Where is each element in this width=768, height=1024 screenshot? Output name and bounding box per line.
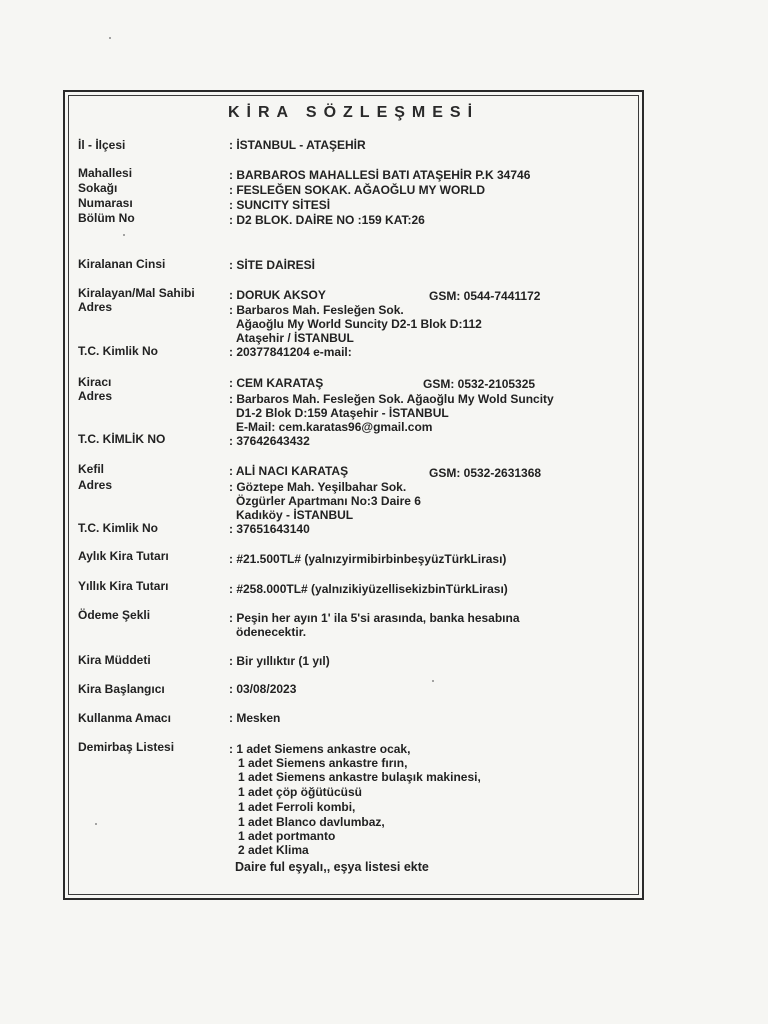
document-title: KİRA SÖZLEŞMESİ <box>227 104 480 121</box>
demirbas-item-6: 1 adet Blanco davlumbaz, <box>238 815 385 829</box>
il-ilce-value: : İSTANBUL - ATAŞEHİR <box>229 138 366 152</box>
kefil-adres-line-2: Özgürler Apartmanı No:3 Daire 6 <box>236 494 421 508</box>
demirbas-note: Daire ful eşyalı,, eşya listesi ekte <box>235 860 429 874</box>
kiraci-label: Kiracı <box>78 375 112 389</box>
kiraci-tc-value: : 37642643432 <box>229 434 310 448</box>
demirbas-item-2: 1 adet Siemens ankastre fırın, <box>238 756 408 770</box>
kullanma-amaci-value: : Mesken <box>229 711 281 725</box>
kefil-adres-line-3: Kadıköy - İSTANBUL <box>236 508 354 522</box>
numarasi-value: : SUNCITY SİTESİ <box>229 198 331 212</box>
odeme-sekli-line-2: ödenecektir. <box>236 625 307 639</box>
scan-speck <box>95 823 97 825</box>
il-ilce-label: İl - İlçesi <box>78 138 126 152</box>
yillik-kira-label: Yıllık Kira Tutarı <box>78 579 169 593</box>
kiraci-tc-label: T.C. KİMLİK NO <box>78 432 166 446</box>
mahallesi-value: : BARBAROS MAHALLESİ BATI ATAŞEHİR P.K 34746 <box>229 168 531 182</box>
kiraci-adres-line-1: : Barbaros Mah. Fesleğen Sok. Ağaoğlu My Wold Suncity <box>229 392 554 406</box>
demirbas-label: Demirbaş Listesi <box>78 740 175 754</box>
demirbas-item-8: 2 adet Klima <box>238 843 309 857</box>
kiraci-value: : CEM KARATAŞ <box>229 376 324 390</box>
demirbas-item-7: 1 adet portmanto <box>238 829 336 843</box>
yillik-kira-value: : #258.000TL# (yalnızikiyüzellisekizbinTürkLirası) <box>229 582 508 596</box>
kiralayan-value: : DORUK AKSOY <box>229 288 326 302</box>
kefil-tc-label: T.C. Kimlik No <box>78 521 159 535</box>
aylik-kira-value: : #21.500TL# (yalnızyirmibirbinbeşyüzTürkLirası) <box>229 552 507 566</box>
kiralayan-adres-line-3: Ataşehir / İSTANBUL <box>236 331 354 345</box>
aylik-kira-label: Aylık Kira Tutarı <box>78 549 169 563</box>
kiralayan-tc-label: T.C. Kimlik No <box>78 344 159 358</box>
kira-baslangici-label: Kira Başlangıcı <box>78 682 165 696</box>
scan-speck <box>123 234 125 236</box>
demirbas-item-5: 1 adet Ferroli kombi, <box>238 800 356 814</box>
odeme-sekli-label: Ödeme Şekli <box>78 608 151 622</box>
kiraci-adres-label: Adres <box>78 389 113 403</box>
odeme-sekli-line-1: : Peşin her ayın 1' ila 5'si arasında, banka hesabına <box>229 611 520 625</box>
kiralayan-adres-line-1: : Barbaros Mah. Fesleğen Sok. <box>229 303 404 317</box>
kefil-tc-value: : 37651643140 <box>229 522 310 536</box>
demirbas-item-3: 1 adet Siemens ankastre bulaşık makinesi, <box>238 770 481 784</box>
demirbas-item-1: : 1 adet Siemens ankastre ocak, <box>229 742 411 756</box>
demirbas-item-4: 1 adet çöp öğütücüsü <box>238 785 363 799</box>
kira-baslangici-value: : 03/08/2023 <box>229 682 297 696</box>
kefil-label: Kefil <box>78 462 105 476</box>
kira-muddeti-label: Kira Müddeti <box>78 653 151 667</box>
kefil-adres-label: Adres <box>78 478 113 492</box>
kefil-gsm: GSM: 0532-2631368 <box>429 466 542 480</box>
kefil-adres-line-1: : Göztepe Mah. Yeşilbahar Sok. <box>229 480 407 494</box>
bolum-no-label: Bölüm No <box>78 211 135 225</box>
kiraci-adres-line-2: D1-2 Blok D:159 Ataşehir - İSTANBUL <box>236 406 449 420</box>
kiralayan-gsm: GSM: 0544-7441172 <box>429 289 541 303</box>
kullanma-amaci-label: Kullanma Amacı <box>78 711 171 725</box>
bolum-no-value: : D2 BLOK. DAİRE NO :159 KAT:26 <box>229 213 425 227</box>
mahallesi-label: Mahallesi <box>78 166 133 180</box>
kiralayan-label: Kiralayan/Mal Sahibi <box>78 286 195 300</box>
kiraci-gsm: GSM: 0532-2105325 <box>423 377 536 391</box>
kira-muddeti-value: : Bir yıllıktır (1 yıl) <box>229 654 330 668</box>
numarasi-label: Numarası <box>78 196 133 210</box>
scan-speck <box>432 680 434 682</box>
sokagi-label: Sokağı <box>78 181 118 195</box>
kiralayan-tc-value: : 20377841204 e-mail: <box>229 345 352 359</box>
sokagi-value: : FESLEĞEN SOKAK. AĞAOĞLU MY WORLD <box>229 183 486 197</box>
kiraci-email: E-Mail: cem.karatas96@gmail.com <box>236 420 433 434</box>
scan-speck <box>109 37 111 39</box>
kiralanan-cinsi-value: : SİTE DAİRESİ <box>229 258 316 272</box>
kiralayan-adres-line-2: Ağaoğlu My World Suncity D2-1 Blok D:112 <box>236 317 482 331</box>
kiralanan-cinsi-label: Kiralanan Cinsi <box>78 257 166 271</box>
kefil-value: : ALİ NACI KARATAŞ <box>229 464 349 478</box>
kiralayan-adres-label: Adres <box>78 300 113 314</box>
